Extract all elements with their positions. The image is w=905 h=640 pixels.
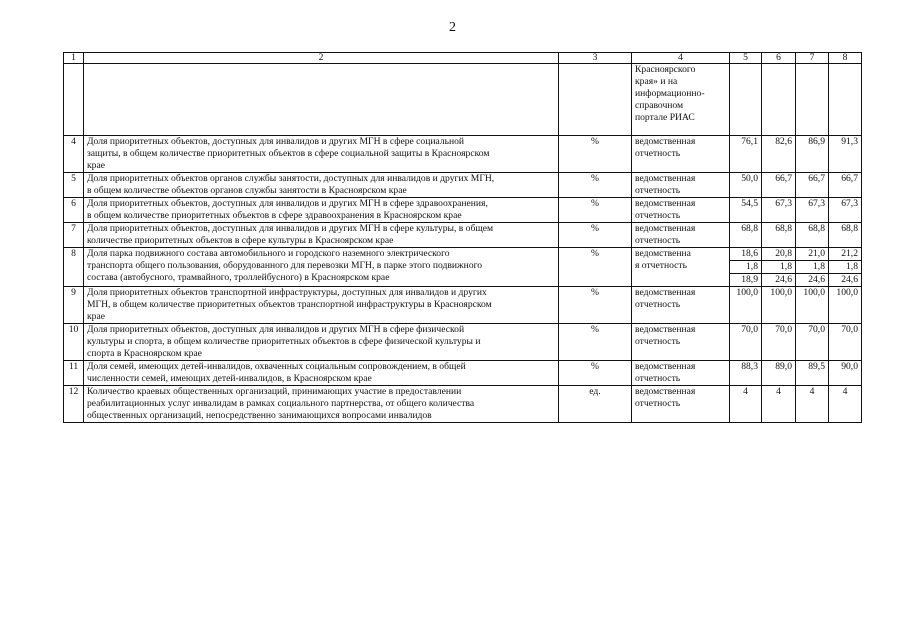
source-line: ведомственная xyxy=(635,223,696,234)
row-number: 7 xyxy=(64,223,84,248)
value-cell: 68,8 xyxy=(796,223,829,248)
indicator-line: Доля приоритетных объектов, доступных для инвалидов и других МГН в сфере социальной xyxy=(87,136,465,147)
value-cell: 67,3 xyxy=(762,198,796,223)
value-cell: 76,1 xyxy=(730,136,762,173)
indicator-name xyxy=(84,223,559,248)
value-cell: 4 xyxy=(730,386,762,423)
indicator-line: реабилитационных услуг инвалидам в рамках социального партнерства, от общего количества xyxy=(87,398,475,409)
continuation-row xyxy=(64,64,862,136)
header-cell: 7 xyxy=(796,53,829,64)
unit-cell: % xyxy=(559,248,632,287)
value-cell: 91,3 xyxy=(829,136,862,173)
value-cell: 66,7 xyxy=(796,173,829,198)
value: 1,8 xyxy=(829,260,861,273)
header-cell: 5 xyxy=(730,53,762,64)
header-cell: 4 xyxy=(632,53,730,64)
value: 24,6 xyxy=(829,273,861,286)
value-cell: 70,0 xyxy=(730,324,762,361)
unit-cell: % xyxy=(559,173,632,198)
value-cell: 100,0 xyxy=(796,287,829,324)
header-cell: 3 xyxy=(559,53,632,64)
value: 1,8 xyxy=(730,260,761,273)
row-number: 8 xyxy=(64,248,84,287)
value: 1,8 xyxy=(762,260,795,273)
unit-cell: % xyxy=(559,136,632,173)
unit-cell: % xyxy=(559,198,632,223)
source-line: отчетность xyxy=(635,336,681,347)
page-number: 2 xyxy=(449,20,456,35)
source-line: ведомственна xyxy=(635,248,691,259)
source-cell xyxy=(632,136,730,173)
value-cell: 68,8 xyxy=(829,223,862,248)
source-cell xyxy=(632,173,730,198)
indicator-line: в общем количестве объектов органов службы занятости в Красноярском крае xyxy=(87,185,407,196)
value-cell: 100,0 xyxy=(762,287,796,324)
indicator-name xyxy=(84,248,559,287)
header-row xyxy=(64,53,862,64)
indicator-line: Доля приоритетных объектов, доступных для инвалидов и других МГН в сфере здравоохранения, xyxy=(87,198,488,209)
value-cell: 54,5 xyxy=(730,198,762,223)
header-cell: 1 xyxy=(64,53,84,64)
source-line: отчетность xyxy=(635,210,681,221)
value-stack xyxy=(799,248,825,286)
indicator-line: Доля приоритетных объектов транспортной инфраструктуры, доступных для инвалидов и других xyxy=(87,287,487,298)
indicator-name xyxy=(84,324,559,361)
indicator-line: Доля парка подвижного состава автомобильного и городского наземного электрического xyxy=(87,248,450,259)
value-cell: 89,0 xyxy=(762,361,796,386)
table-row xyxy=(64,361,862,386)
value-cell: 4 xyxy=(829,386,862,423)
unit-cell: % xyxy=(559,361,632,386)
source-line: отчетность xyxy=(635,299,681,310)
indicator-line: спорта в Красноярском крае xyxy=(87,348,202,359)
header-cell: 6 xyxy=(762,53,796,64)
indicator-line: Доля семей, имеющих детей-инвалидов, охваченных социальным сопровождением, в общей xyxy=(87,361,466,372)
table-row xyxy=(64,136,862,173)
row-number: 6 xyxy=(64,198,84,223)
indicator-line: крае xyxy=(87,160,105,171)
source-line: отчетность xyxy=(635,235,681,246)
value-cell: 67,3 xyxy=(796,198,829,223)
source-line: Красноярского xyxy=(635,64,696,75)
value-stack xyxy=(765,248,792,286)
unit-cell: % xyxy=(559,287,632,324)
indicator-line: количестве приоритетных объектов в сфере культуры в Красноярском крае xyxy=(87,235,394,246)
source-line: края» и на xyxy=(635,76,678,87)
value: 18,9 xyxy=(730,273,761,286)
source-cell xyxy=(632,198,730,223)
value: 18,6 xyxy=(741,248,758,259)
row-number: 9 xyxy=(64,287,84,324)
value: 20,8 xyxy=(775,248,792,259)
source-line: отчетность xyxy=(635,373,681,384)
value: 24,6 xyxy=(796,273,828,286)
source-line: ведомственная xyxy=(635,173,696,184)
row-number: 5 xyxy=(64,173,84,198)
indicator-name xyxy=(84,198,559,223)
indicator-line: защиты, в общем количестве приоритетных объектов в сфере социальной защиты в Красноярском xyxy=(87,148,490,159)
table-row xyxy=(64,386,862,423)
header-cell: 2 xyxy=(84,53,559,64)
value-cell: 68,8 xyxy=(730,223,762,248)
indicator-line: культуры и спорта, в общем количестве приоритетных объектов в сфере физической культуры и xyxy=(87,336,481,347)
indicator-line: Доля приоритетных объектов органов службы занятости, доступных для инвалидов и других МГН, xyxy=(87,173,495,184)
value: 21,0 xyxy=(808,248,825,259)
indicator-line: Доля приоритетных объектов, доступных для инвалидов и других МГН в сфере культуры, в общем xyxy=(87,223,494,234)
value-cell xyxy=(796,248,829,287)
value-stack xyxy=(832,248,858,286)
value-cell: 66,7 xyxy=(829,173,862,198)
source-cell xyxy=(632,64,730,136)
source-line: ведомственная xyxy=(635,198,696,209)
value: 21,2 xyxy=(841,248,858,259)
empty-cell xyxy=(762,64,796,136)
source-cell xyxy=(632,324,730,361)
value-cell: 66,7 xyxy=(762,173,796,198)
table-row xyxy=(64,287,862,324)
unit-cell: % xyxy=(559,324,632,361)
source-line: ведомственная xyxy=(635,386,696,397)
source-line: отчетность xyxy=(635,185,681,196)
value-cell: 67,3 xyxy=(829,198,862,223)
indicators-table xyxy=(63,52,862,423)
source-line: отчетность xyxy=(635,148,681,159)
empty-cell xyxy=(730,64,762,136)
value-cell: 4 xyxy=(762,386,796,423)
value-cell: 90,0 xyxy=(829,361,862,386)
value-cell: 68,8 xyxy=(762,223,796,248)
empty-cell xyxy=(559,64,632,136)
table-row xyxy=(64,324,862,361)
indicator-line: МГН, в общем количестве приоритетных объектов транспортной инфраструктуры в Красноярском xyxy=(87,299,492,310)
source-cell xyxy=(632,287,730,324)
value-cell xyxy=(730,248,762,287)
source-cell xyxy=(632,248,730,287)
value-cell: 82,6 xyxy=(762,136,796,173)
value-cell: 70,0 xyxy=(829,324,862,361)
value-cell xyxy=(762,248,796,287)
value-cell: 70,0 xyxy=(762,324,796,361)
indicator-line: численности семей, имеющих детей-инвалидов, в Красноярском крае xyxy=(87,373,372,384)
value-cell: 88,3 xyxy=(730,361,762,386)
row-number: 11 xyxy=(64,361,84,386)
value: 24,6 xyxy=(762,273,795,286)
source-line: я отчетность xyxy=(635,260,687,271)
indicator-name xyxy=(84,136,559,173)
empty-cell xyxy=(64,64,84,136)
indicator-name xyxy=(84,361,559,386)
indicator-line: общественных организаций, непосредственно занимающихся вопросами инвалидов xyxy=(87,410,432,421)
indicator-name xyxy=(84,173,559,198)
source-line: ведомственная xyxy=(635,287,696,298)
row-number: 4 xyxy=(64,136,84,173)
value-cell xyxy=(829,248,862,287)
value-stack xyxy=(733,248,758,286)
source-line: ведомственная xyxy=(635,361,696,372)
indicator-line: Количество краевых общественных организаций, принимающих участие в предоставлении xyxy=(87,386,462,397)
indicator-name xyxy=(84,386,559,423)
source-line: ведомственная xyxy=(635,136,696,147)
value-cell: 4 xyxy=(796,386,829,423)
source-cell xyxy=(632,223,730,248)
source-cell xyxy=(632,386,730,423)
value-cell: 89,5 xyxy=(796,361,829,386)
source-line: справочном xyxy=(635,100,684,111)
value-cell: 70,0 xyxy=(796,324,829,361)
value: 1,8 xyxy=(796,260,828,273)
indicator-line: крае xyxy=(87,311,105,322)
row-number: 10 xyxy=(64,324,84,361)
source-cell xyxy=(632,361,730,386)
indicator-line: в общем количестве приоритетных объектов в сфере здравоохранения в Красноярском крае xyxy=(87,210,462,221)
value-cell: 50,0 xyxy=(730,173,762,198)
value-cell: 100,0 xyxy=(730,287,762,324)
source-line: портале РИАС xyxy=(635,112,695,123)
indicator-line: Доля приоритетных объектов, доступных для инвалидов и других МГН в сфере физической xyxy=(87,324,465,335)
value-cell: 86,9 xyxy=(796,136,829,173)
unit-cell: % xyxy=(559,223,632,248)
unit-cell: ед. xyxy=(559,386,632,423)
source-line: информационно- xyxy=(635,88,705,99)
indicator-name xyxy=(84,287,559,324)
empty-cell xyxy=(796,64,829,136)
row-number: 12 xyxy=(64,386,84,423)
source-line: отчетность xyxy=(635,398,681,409)
empty-cell xyxy=(829,64,862,136)
indicator-line: состава (автобусного, трамвайного, троллейбусного) в Красноярском крае xyxy=(87,272,390,283)
empty-cell xyxy=(84,64,559,136)
table-row xyxy=(64,248,862,287)
table-row xyxy=(64,173,862,198)
value-cell: 100,0 xyxy=(829,287,862,324)
source-line: ведомственная xyxy=(635,324,696,335)
indicator-line: транспорта общего пользования, оборудованного для перевозки МГН, в парке этого подвижного xyxy=(87,260,483,271)
table-row xyxy=(64,223,862,248)
table-row xyxy=(64,198,862,223)
header-cell: 8 xyxy=(829,53,862,64)
